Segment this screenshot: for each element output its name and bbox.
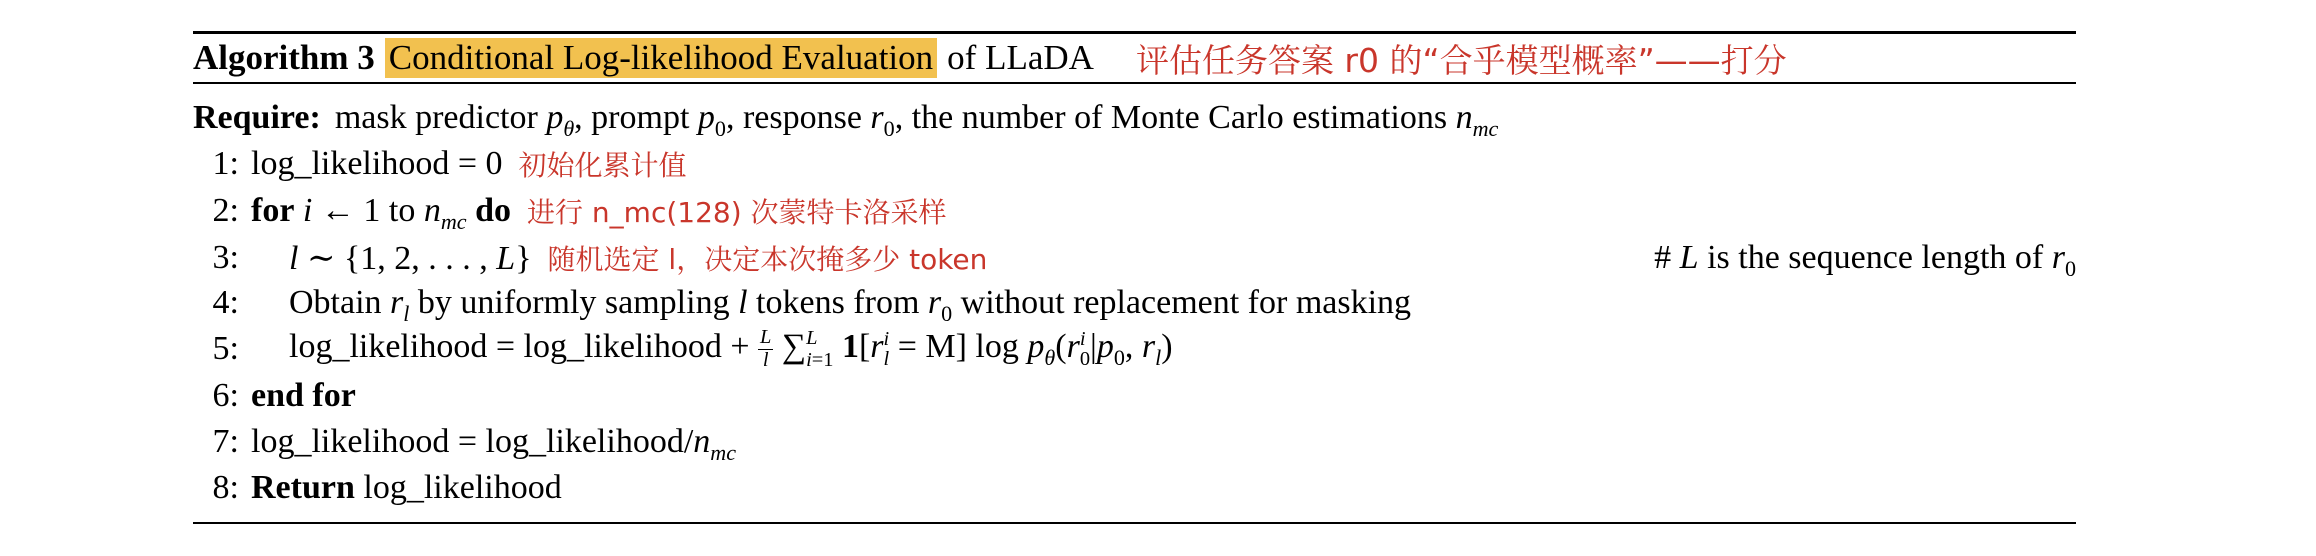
line-number: 5: — [212, 330, 239, 367]
algo-line-2 — [193, 189, 947, 233]
algo-line-7 — [193, 420, 736, 464]
line-text: Return log_likelihood — [251, 469, 562, 506]
line-number: 2: — [212, 192, 239, 229]
algo-line-6 — [193, 374, 356, 418]
line-text: Obtain $r_l$ by uniformly sampling l tokens from $r_0$ without replacement for masking — [289, 284, 1412, 326]
algo-line-3 — [193, 236, 2076, 280]
algo-line-4 — [193, 281, 1411, 325]
line-number: 7: — [212, 423, 239, 460]
line-text: for i ← 1 to $n_{mc}$ do — [251, 192, 512, 234]
line-number: 3: — [212, 239, 239, 276]
bottom-rule — [193, 522, 2076, 524]
line-text: log_likelihood = log_likelihood + $\frac{L}{l}$ ∑ L i=1 1[r i l = M] $\log p_\theta(r$ i 0 $|p_0$, $r_l$) — [289, 326, 1173, 371]
require-line — [193, 96, 1498, 140]
line-number: 1: — [212, 145, 239, 182]
line-number: 4: — [212, 284, 239, 321]
line-number: 6: — [212, 377, 239, 414]
line-text: log_likelihood = $\log\_likelihood/n_{mc}$ — [251, 423, 737, 465]
line-text: l ∼ {1, 2, . . . , L} — [289, 240, 532, 277]
line-text: log_likelihood = 0 — [251, 145, 503, 182]
algorithm-name-rest: of LLaDA — [947, 38, 1094, 77]
title-annotation: 评估任务答案 r0 的“合乎模型概率”——打分 — [1135, 40, 1787, 80]
algorithm-title — [193, 36, 1787, 80]
line-annotation: 进行 n_mc(128) 次蒙特卡洛采样 — [527, 196, 947, 229]
algo-line-8 — [193, 466, 562, 510]
top-rule — [193, 31, 2076, 34]
line-comment: # L is the sequence length of $r_0$ — [1654, 239, 2076, 281]
require-label: Require: — [193, 99, 321, 136]
line-number: 8: — [212, 469, 239, 506]
require-text: mask predictor $p_\theta$, prompt $p_0$, response $r_0$, the number of Monte Carlo estimations $n_{mc}$ — [334, 99, 1499, 141]
line-annotation: 随机选定 l，决定本次掩多少 token — [547, 243, 988, 276]
line-annotation: 初始化累计值 — [518, 149, 687, 182]
algo-line-1 — [193, 142, 687, 186]
algo-line-5 — [193, 327, 1173, 371]
algorithm-name-highlight: Conditional Log-likelihood Evaluation — [385, 38, 937, 78]
line-text: end for — [251, 377, 356, 414]
mid-rule — [193, 82, 2076, 84]
algorithm-label: Algorithm 3 — [193, 38, 375, 77]
